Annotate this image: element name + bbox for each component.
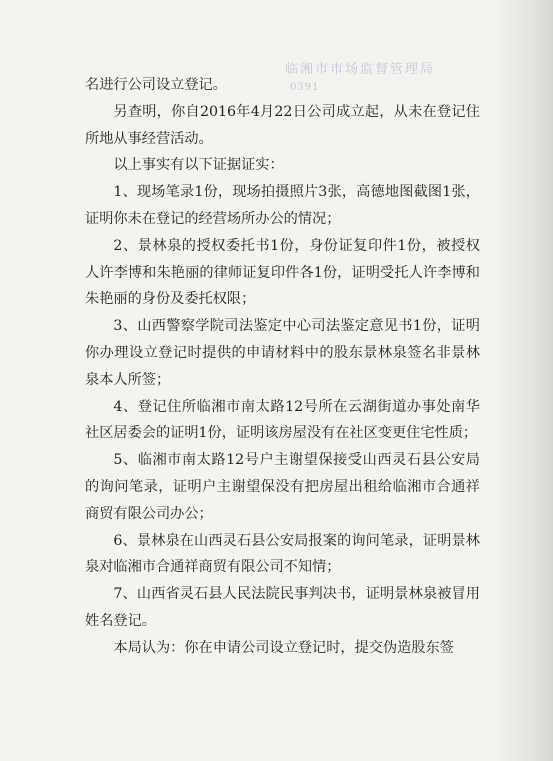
evidence-item-6: 6、景林泉在山西灵石县公安局报案的询问笔录，证明景林泉对临湘市合通祥商贸有限公司不知情； [85,532,480,576]
paragraph-bureau-opinion: 本局认为：你在申请公司设立登记时，提交伪造股东签 [113,639,454,656]
evidence-item-3: 3、山西警察学院司法鉴定中心司法鉴定意见书1份，证明你办理设立登记时提供的申请材料中的股东景林泉签名非景林泉本人所签； [85,318,480,388]
paragraph-continuation: 名进行公司设立登记。 [85,77,227,93]
evidence-item-4: 4、登记住所临湘市南太路12号所在云湖街道办事处南华社区居委会的证明1份，证明该房屋没有在社区变更住宅性质； [85,398,480,442]
document-body [85,72,480,662]
evidence-item-2: 2、景林泉的授权委托书1份，身份证复印件1份，被授权人许李博和朱艳丽的律师证复印件各1份，证明受托人许李博和朱艳丽的身份及委托权限； [85,237,480,308]
paragraph-further-finding: 另查明，你自2016年4月22日公司成立起，从未在登记住所地从事经营活动。 [85,103,480,147]
page-fold-shadow [493,0,553,761]
evidence-item-1: 1、现场笔录1份，现场拍摄照片3张，高德地图截图1张，证明你未在登记的经营场所办公的情况； [85,184,480,227]
evidence-item-5: 5、临湘市南太路12号户主谢望保接受山西灵石县公安局的询问笔录，证明户主谢望保没有把房屋出租给临湘市合通祥商贸有限公司办公； [85,452,480,522]
paragraph-evidence-intro: 以上事实有以下证据证实： [113,157,284,174]
seal-text: 临湘市市场监督管理局 [284,62,435,77]
seal-code: 0391 [290,82,320,93]
evidence-item-7: 7、山西省灵石县人民法院民事判决书，证明景林泉被冒用姓名登记。 [85,586,480,629]
